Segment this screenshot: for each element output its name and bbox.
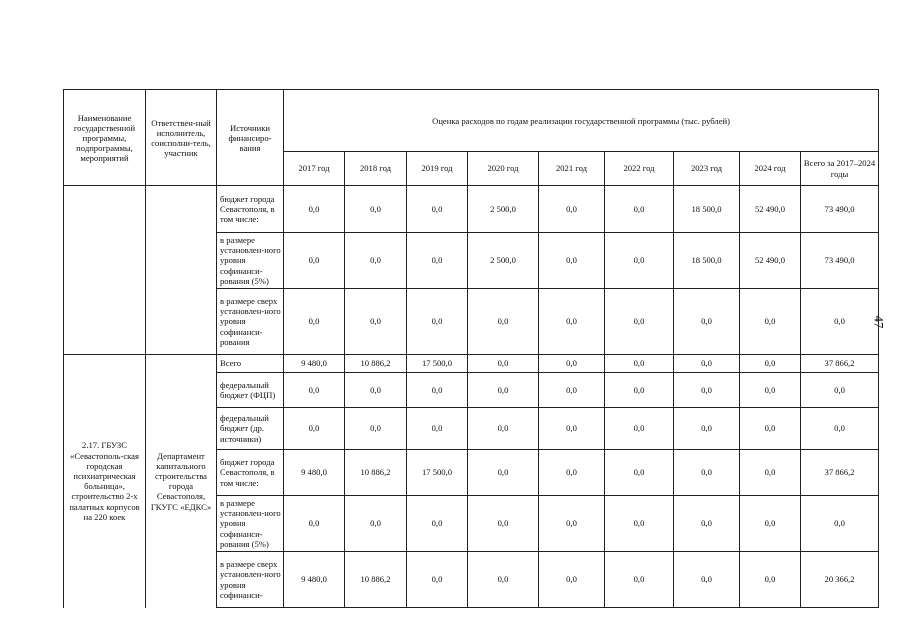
source-cell: федеральный бюджет (др. источники)	[217, 408, 284, 450]
value-cell: 0,0	[740, 450, 801, 496]
value-cell: 0,0	[345, 186, 407, 233]
value-cell: 0,0	[674, 373, 740, 408]
value-cell: 0,0	[539, 552, 605, 608]
value-cell: 0,0	[740, 373, 801, 408]
value-cell: 0,0	[468, 552, 539, 608]
value-cell: 0,0	[674, 408, 740, 450]
value-cell: 0,0	[674, 355, 740, 373]
value-cell: 0,0	[740, 408, 801, 450]
value-cell: 0,0	[345, 496, 407, 552]
value-cell: 0,0	[407, 289, 468, 355]
value-cell: 0,0	[674, 552, 740, 608]
value-cell: 0,0	[605, 233, 674, 289]
source-cell: бюджет города Севастополя, в том числе:	[217, 450, 284, 496]
source-cell: федеральный бюджет (ФЦП)	[217, 373, 284, 408]
value-cell: 37 866,2	[801, 450, 879, 496]
value-cell: 0,0	[605, 289, 674, 355]
value-cell: 0,0	[801, 289, 879, 355]
value-cell: 0,0	[740, 355, 801, 373]
source-cell: в размере установлен-ного уровня софинанси-рования (5%)	[217, 233, 284, 289]
value-cell: 0,0	[801, 373, 879, 408]
source-cell: в размере сверх установлен-ного уровня софинанси-рования	[217, 289, 284, 355]
value-cell: 0,0	[345, 289, 407, 355]
source-cell: Всего	[217, 355, 284, 373]
value-cell: 0,0	[740, 289, 801, 355]
value-cell: 10 886,2	[345, 450, 407, 496]
value-cell: 0,0	[284, 373, 345, 408]
header-name: Наименование государственной программы, подпрограммы, мероприятий	[64, 90, 146, 186]
value-cell: 9 480,0	[284, 450, 345, 496]
header-year: 2024 год	[740, 152, 801, 186]
value-cell: 0,0	[468, 355, 539, 373]
value-cell: 9 480,0	[284, 552, 345, 608]
value-cell: 0,0	[605, 408, 674, 450]
value-cell: 0,0	[801, 496, 879, 552]
header-year: 2019 год	[407, 152, 468, 186]
value-cell: 0,0	[407, 186, 468, 233]
header-responsible: Ответствен-ный исполнитель, соисполни-тель, участник	[146, 90, 217, 186]
value-cell: 2 500,0	[468, 186, 539, 233]
value-cell: 0,0	[605, 450, 674, 496]
program-name-cell: 2.17. ГБУЗС «Севастополь-ская городская психиатрическая больница», строительство 2-х палатных корпусов на 220 коек	[64, 355, 146, 608]
value-cell: 0,0	[345, 408, 407, 450]
header-year: 2022 год	[605, 152, 674, 186]
value-cell: 0,0	[674, 496, 740, 552]
value-cell: 10 886,2	[345, 552, 407, 608]
value-cell: 0,0	[539, 496, 605, 552]
value-cell: 0,0	[539, 450, 605, 496]
name-cell-empty	[64, 186, 146, 355]
value-cell: 0,0	[740, 552, 801, 608]
value-cell: 17 500,0	[407, 355, 468, 373]
value-cell: 0,0	[539, 233, 605, 289]
value-cell: 0,0	[407, 408, 468, 450]
value-cell: 0,0	[468, 289, 539, 355]
expenditure-table	[63, 89, 879, 608]
value-cell: 52 490,0	[740, 233, 801, 289]
value-cell: 18 500,0	[674, 186, 740, 233]
value-cell: 0,0	[740, 496, 801, 552]
value-cell: 0,0	[539, 186, 605, 233]
value-cell: 0,0	[345, 233, 407, 289]
header-expenditure-group: Оценка расходов по годам реализации государственной программы (тыс. рублей)	[284, 90, 879, 152]
header-year: 2021 год	[539, 152, 605, 186]
value-cell: 0,0	[345, 373, 407, 408]
value-cell: 73 490,0	[801, 233, 879, 289]
value-cell: 10 886,2	[345, 355, 407, 373]
value-cell: 2 500,0	[468, 233, 539, 289]
source-cell: бюджет города Севастополя, в том числе:	[217, 186, 284, 233]
table-row	[64, 186, 879, 233]
value-cell: 18 500,0	[674, 233, 740, 289]
value-cell: 0,0	[539, 373, 605, 408]
value-cell: 0,0	[539, 289, 605, 355]
value-cell: 0,0	[605, 552, 674, 608]
value-cell: 0,0	[284, 233, 345, 289]
source-cell: в размере установлен-ного уровня софинанси-рования (5%)	[217, 496, 284, 552]
value-cell: 9 480,0	[284, 355, 345, 373]
header-year: 2017 год	[284, 152, 345, 186]
value-cell: 0,0	[605, 186, 674, 233]
value-cell: 0,0	[674, 450, 740, 496]
header-source: Источники финансиро-вания	[217, 90, 284, 186]
value-cell: 0,0	[284, 289, 345, 355]
header-year: 2023 год	[674, 152, 740, 186]
value-cell: 37 866,2	[801, 355, 879, 373]
header-year: 2020 год	[468, 152, 539, 186]
responsible-cell-empty	[146, 186, 217, 355]
value-cell: 0,0	[407, 552, 468, 608]
value-cell: 0,0	[284, 496, 345, 552]
value-cell: 20 366,2	[801, 552, 879, 608]
value-cell: 0,0	[284, 186, 345, 233]
value-cell: 0,0	[801, 408, 879, 450]
responsible-cell: Департамент капитального строительства города Севастополя, ГКУГС «ЕДКС»	[146, 355, 217, 608]
value-cell: 0,0	[674, 289, 740, 355]
value-cell: 0,0	[605, 496, 674, 552]
value-cell: 0,0	[407, 233, 468, 289]
value-cell: 0,0	[605, 373, 674, 408]
header-row	[64, 90, 879, 152]
value-cell: 0,0	[468, 496, 539, 552]
value-cell: 0,0	[539, 355, 605, 373]
value-cell: 0,0	[468, 450, 539, 496]
value-cell: 0,0	[468, 373, 539, 408]
value-cell: 0,0	[284, 408, 345, 450]
value-cell: 0,0	[407, 373, 468, 408]
value-cell: 52 490,0	[740, 186, 801, 233]
value-cell: 0,0	[407, 496, 468, 552]
value-cell: 73 490,0	[801, 186, 879, 233]
value-cell: 17 500,0	[407, 450, 468, 496]
value-cell: 0,0	[605, 355, 674, 373]
source-cell: в размере сверх установлен-ного уровня софинанси-	[217, 552, 284, 608]
header-year: Всего за 2017–2024 годы	[801, 152, 879, 186]
table-row	[64, 355, 879, 373]
value-cell: 0,0	[539, 408, 605, 450]
page-number: 47	[871, 315, 887, 329]
header-year: 2018 год	[345, 152, 407, 186]
table-body	[64, 90, 879, 608]
value-cell: 0,0	[468, 408, 539, 450]
